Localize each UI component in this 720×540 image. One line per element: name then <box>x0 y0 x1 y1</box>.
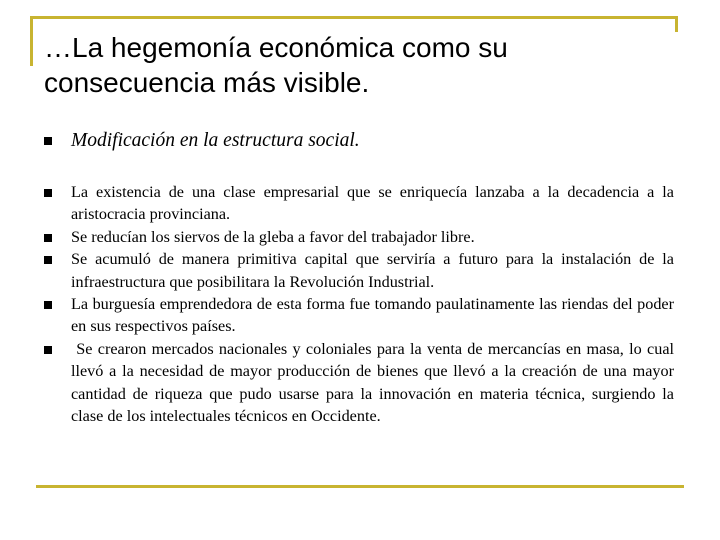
list-item <box>44 248 674 293</box>
list-item <box>44 338 679 428</box>
list-item-text: Se acumuló de manera primitiva capital que serviría a futuro para la instalación de la infraestructura que posibilitara la Revolución Industrial. <box>71 250 674 291</box>
square-bullet-icon <box>44 256 52 264</box>
square-bullet-icon <box>44 137 52 145</box>
square-bullet-icon <box>44 301 52 309</box>
bullet-list <box>44 181 679 427</box>
decorative-frame-left <box>30 16 33 66</box>
bottom-divider <box>36 485 684 488</box>
square-bullet-icon <box>44 234 52 242</box>
square-bullet-icon <box>44 189 52 197</box>
heading-item <box>44 128 674 154</box>
decorative-frame-right <box>675 16 678 32</box>
list-item-text: Se reducían los siervos de la gleba a favor del trabajador libre. <box>71 227 475 246</box>
list-item <box>44 128 674 154</box>
list-item <box>44 226 674 248</box>
list-item <box>44 293 674 338</box>
decorative-frame-top <box>30 16 678 19</box>
list-item <box>44 181 674 226</box>
list-item-text: Se crearon mercados nacionales y coloniales para la venta de mercancías en masa, lo cual llevó a la necesidad de mayor producción de bienes que llevó a la creación de una mayor cantidad de riqueza que pudo usarse para la innovación en materia técnica, surgiendo la clase de los intelectuales técnicos en Occidente. <box>71 339 679 426</box>
list-item-text: La existencia de una clase empresarial que se enriquecía lanzaba a la decadencia a la aristocracia provinciana. <box>71 183 674 224</box>
slide-title: …La hegemonía económica como su consecuencia más visible. <box>44 32 508 98</box>
heading-item-text: Modificación en la estructura social. <box>71 130 360 151</box>
list-item-text: La burguesía emprendedora de esta forma fue tomando paulatinamente las riendas del poder en sus respectivos países. <box>71 295 674 336</box>
square-bullet-icon <box>44 346 52 354</box>
